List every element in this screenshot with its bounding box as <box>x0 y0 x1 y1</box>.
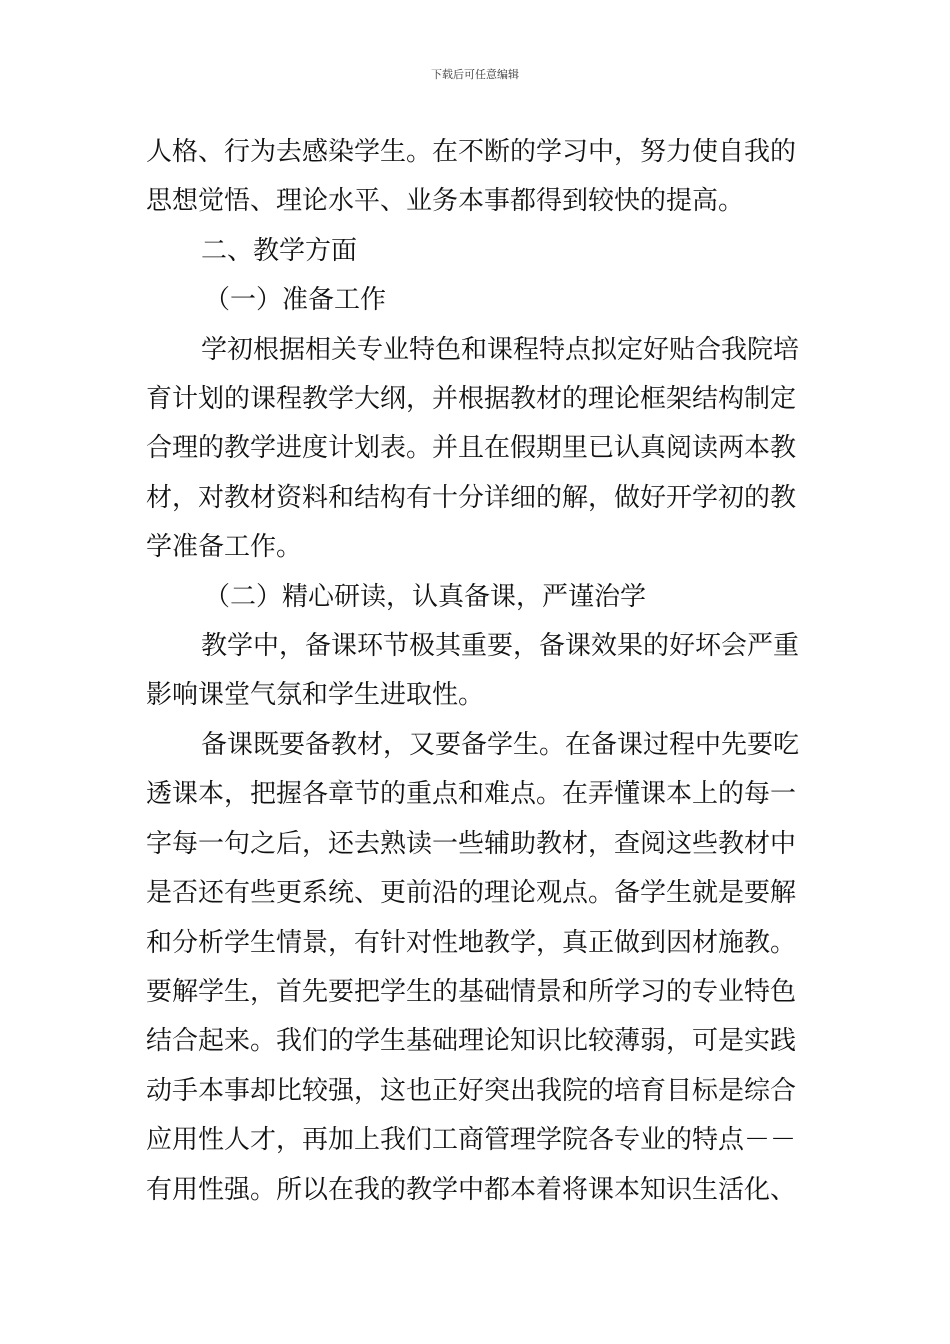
text-line: 育计划的课程教学大纲，并根据教材的理论框架结构制定 <box>146 384 797 415</box>
text-line: 教学中，备课环节极其重要，备课效果的好坏会严重 <box>201 631 800 662</box>
subsection-heading-2 <box>146 573 808 622</box>
text-line: 要解学生，首先要把学生的基础情景和所学习的专业特色 <box>146 976 797 1007</box>
text-line: 动手本事却比较强，这也正好突出我院的培育目标是综合 <box>146 1075 797 1106</box>
paragraph-lesson-prep <box>146 622 808 721</box>
text-line: 材，对教材资料和结构有十分详细的解，做好开学初的教 <box>146 482 797 513</box>
heading-text: （二）精心研读，认真备课，严谨治学 <box>204 581 647 612</box>
text-line: 影响课堂气氛和学生进取性。 <box>146 680 485 711</box>
paragraph-materials-students <box>146 721 808 1215</box>
text-line: 和分析学生情景，有针对性地教学，真正做到因材施教。 <box>146 927 797 958</box>
text-line: 人格、行为去感染学生。在不断的学习中，努力使自我的 <box>146 137 797 167</box>
section-heading <box>146 227 808 276</box>
text-line: 应用性人才，再加上我们工商管理学院各专业的特点－－ <box>146 1125 797 1156</box>
heading-text: （一）准备工作 <box>204 285 387 316</box>
document-body <box>146 128 808 1215</box>
heading-text: 二、教学方面 <box>201 235 358 266</box>
text-line: 学准备工作。 <box>146 532 303 563</box>
paragraph-intro <box>146 128 808 227</box>
page-header: 下载后可任意编辑 <box>431 68 519 81</box>
text-line: 字每一句之后，还去熟读一些辅助教材，查阅这些教材中 <box>146 828 797 859</box>
text-line: 合理的教学进度计划表。并且在假期里已认真阅读两本教 <box>146 433 797 464</box>
text-line: 思想觉悟、理论水平、业务本事都得到较快的提高。 <box>146 186 745 217</box>
text-line: 是否还有些更系统、更前沿的理论观点。备学生就是要解 <box>146 878 797 909</box>
text-line: 备课既要备教材，又要备学生。在备课过程中先要吃 <box>201 729 800 760</box>
text-line: 有用性强。所以在我的教学中都本着将课本知识生活化、 <box>146 1174 797 1205</box>
paragraph-preparation <box>146 326 808 573</box>
text-line: 结合起来。我们的学生基础理论知识比较薄弱，可是实践 <box>146 1026 797 1057</box>
text-line: 透课本，把握各章节的重点和难点。在弄懂课本上的每一 <box>146 779 797 810</box>
text-line: 学初根据相关专业特色和课程特点拟定好贴合我院培 <box>201 334 800 365</box>
subsection-heading-1 <box>146 276 808 325</box>
